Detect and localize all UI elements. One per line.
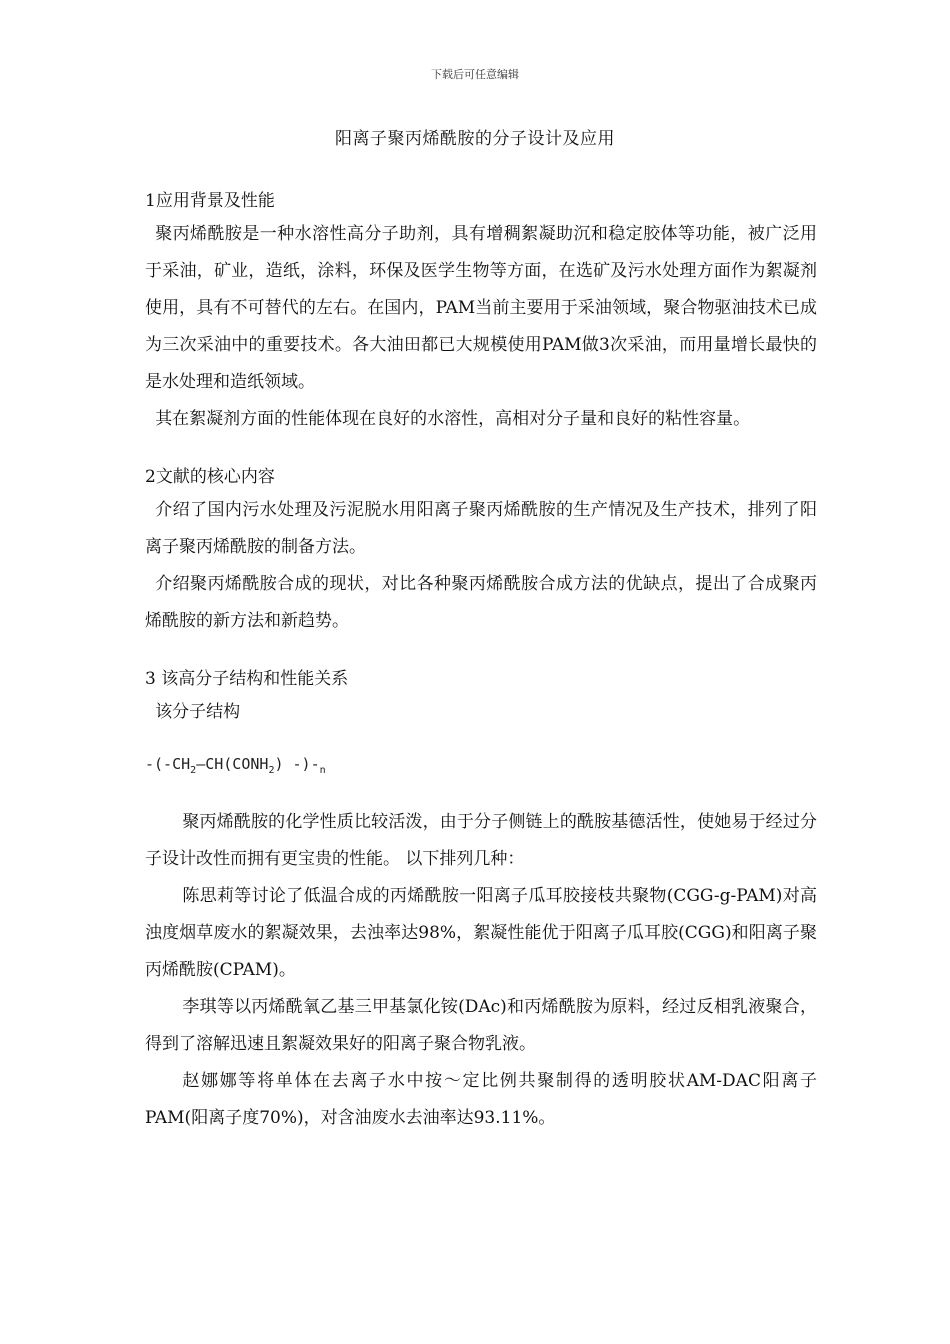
section-3-paragraph-3: 李琪等以丙烯酰氧乙基三甲基氯化铵(DAc)和丙烯酰胺为原料，经过反相乳液聚合，得到了溶解迅速且絮凝效果好的阳离子聚合物乳液。 [145, 997, 817, 1054]
section-3-paragraph-2: 陈思莉等讨论了低温合成的丙烯酰胺一阳离子瓜耳胶接枝共聚物(CGG-g-PAM)对高浊度烟草废水的絮凝效果，去浊率达98%，絮凝性能优于阳离子瓜耳胶(CGG)和阳离子聚丙烯酰胺(CPAM)。 [145, 886, 817, 980]
section-2-paragraph-1: 介绍了国内污水处理及污泥脱水用阳离子聚丙烯酰胺的生产情况及生产技术，排列了阳离子聚丙烯酰胺的制备方法。 [145, 500, 817, 557]
section-1-paragraph-1: 聚丙烯酰胺是一种水溶性高分子助剂，具有增稠絮凝助沉和稳定胶体等功能，被广泛用于采油，矿业，造纸，涂料，环保及医学生物等方面，在选矿及污水处理方面作为絮凝剂使用，具有不可替代的左右。在国内，PAM当前主要用于采油领域，聚合物驱油技术已成为三次采油中的重要技术。各大油田都已大规模使用PAM做3次采油，而用量增长最快的是水处理和造纸领域。 [145, 224, 817, 392]
section-1-paragraph-2: 其在絮凝剂方面的性能体现在良好的水溶性，高相对分子量和良好的粘性容量。 [155, 409, 751, 429]
section-1-heading: 1应用背景及性能 [145, 191, 275, 211]
section-3-heading: 3 该高分子结构和性能关系 [145, 669, 349, 689]
document-title: 阳离子聚丙烯酰胺的分子设计及应用 [335, 129, 615, 149]
section-2-heading: 2文献的核心内容 [145, 467, 275, 487]
document-body [145, 186, 817, 1137]
section-3-paragraph-4: 赵娜娜等将单体在去离子水中按～定比例共聚制得的透明胶状AM-DAC阳离子PAM(阳离子度70%)，对含油废水去油率达93.11%。 [145, 1071, 817, 1128]
header-note: 下载后可任意编辑 [431, 68, 519, 81]
section-3-subheading: 该分子结构 [155, 702, 241, 722]
section-3-paragraph-1: 聚丙烯酰胺的化学性质比较活泼，由于分子侧链上的酰胺基德活性，使她易于经过分子设计改性而拥有更宝贵的性能。 以下排列几种： [145, 812, 817, 869]
structure-formula: $-(-CH_2—CH(CONH_2)$ $-)-_n$ [145, 755, 326, 776]
section-2-paragraph-2: 介绍聚丙烯酰胺合成的现状，对比各种聚丙烯酰胺合成方法的优缺点，提出了合成聚丙烯酰胺的新方法和新趋势。 [145, 574, 817, 631]
